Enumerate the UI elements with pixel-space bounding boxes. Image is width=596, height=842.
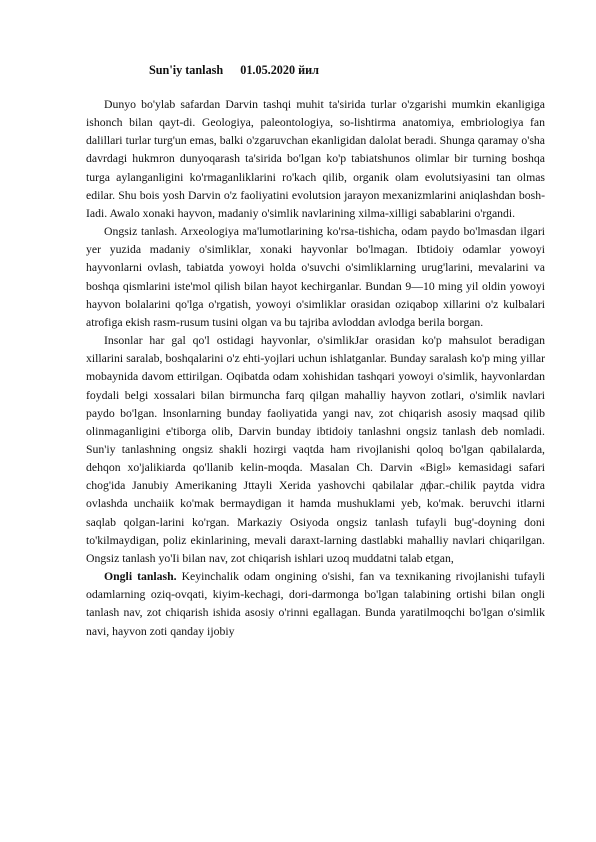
paragraph-text: Keyinchalik odam ongining o'sishi, fan va texnikaning rivojlanishi tufayli odamlarning oziq-ovqati, kiyim-kechagi, dori-darmonga bo'lgan talabining ortishi bilan ongli tanlash nav, zot chiqarish ishida asosiy o'rinni egallagan. Bunda yaratilmoqchi bo'lgan o'simlik navi, hayvon zoti qanday ijobiy — [86, 570, 545, 638]
paragraph-lead: Ongli tanlash. — [104, 570, 177, 584]
paragraph-ongli-tanlash — [86, 568, 545, 641]
paragraph-insonlar — [86, 332, 545, 568]
document-heading — [149, 62, 545, 78]
heading-title: Sun'iy tanlash — [149, 63, 224, 77]
paragraph-intro — [86, 96, 545, 223]
paragraph-text: Insonlar har gal qo'l ostidagi hayvonlar, o'simlikJar orasidan ko'p mahsulot beradigan xillarini saralab, boshqalarini o'z ehti-yojlari uchun ishlatganlar. Bunday saralash ko'p ming yillar mobaynida davom ettirilgan. Oqibatda odam xohishidan tashqari yowoyi o'simlik, hayvonlardan foydali belgi xossalari bilan birmuncha farq qilgan mahalliy hayvon zotlari, o'simlik navlari paydo bo'lgan. lnsonlarning bunday faoliyatida yangi nav, zot chiqarish asosiy maqsad qilib olinmaganligini e'tiborga olib, Darvin bunday ibtidoiy tanlashni ongsiz tanlash deb nomladi. Sun'iy tanlashning ongsiz shakli hozirgi vaqtda ham rivojlanishi qoloq bo'lgan qabilalarda, dehqon xo'jalikiarda qo'llanib kelin-moqda. Masalan Ch. Darvin «Bigl» kemasidagi safari chog'ida Janubiy Amerikaning Jttayli Xerida yashovchi qabilalar дфаг.-chilik paytda vidra ovlashda unchaiik ko'mak bermaydigan it hamda mushuklami yeb, ko'mak. beruvchi itlarni saqlab qolgan-larini ko'rgan. Markaziy Osiyoda ongsiz tanlash tufayli bug'-doyning doni to'kilmaydigan, poliz ekinlarining, mevali daraxt-larning dastlabki mahalliy navlari chiqarilgan. Ongsiz tanlash yo'Ii bilan nav, zot chiqarish ishlari uzoq muddatni talab etgan, — [86, 334, 545, 565]
document-page — [86, 62, 545, 641]
heading-date: 01.05.2020 йил — [240, 63, 320, 77]
paragraph-text: Dunyo bo'ylab safardan Darvin tashqi muhit ta'sirida turlar o'zgarishi mumkin ekanligiga ishonch bilan qayt-di. Geologiya, paleontologiya, so-lishtirma anatomiya, embriologiya fan dalillari turlar turg'un emas, balki o'zgaruvchan ekanligidan dalolat beradi. Shunga qaramay o'sha davrdagi hukmron dunyoqarash ta'sirida bo'lgan ko'p tabiatshunos olimlar bir turning boshqa turga aylanganligini ko'rmaganliklarini ro'kach qilib, organik olam evolutsiyasini tan olmas edilar. Shu bois yosh Darvin o'z faoliyatini evolutsion jarayon mexanizmlarini aniqlashdan bosh-Iadi. Awalo xonaki hayvon, madaniy o'simlik navlarining xilma-xilligi sabablarini o'rgandi. — [86, 98, 545, 220]
paragraph-text: Ongsiz tanlash. Arxeologiya ma'lumotlarining ko'rsa-tishicha, odam paydo bo'lmasdan ilgari yer yuzida madaniy o'simliklar, xonaki hayvonlar bo'lmagan. Ibtidoiy odamlar yowoyi hayvonlarni ovlash, tabiatda yowoyi holda o'suvchi o'simliklarning urug'larini, mevalarini va boshqa qismlarini iste'mol qilish bilan hayot kechirganlar. Bundan 9—10 ming yil oldin yowoyi hayvon bolalarini qo'lga o'rgatish, yowoyi o'simliklar orasidan oziqabop xillarini o'z kulbalari atrofiga ekish rasm-rusum tusini olgan va bu tajriba avloddan avlodga berila borgan. — [86, 225, 545, 329]
paragraph-ongsiz-tanlash — [86, 223, 545, 332]
